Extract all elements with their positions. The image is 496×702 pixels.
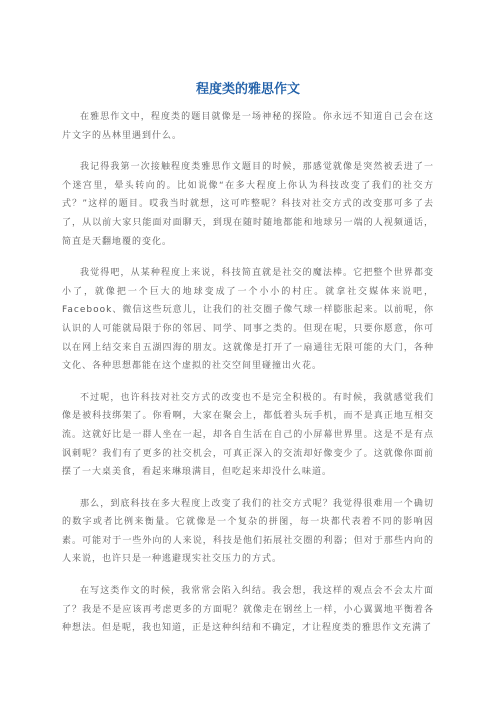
paragraph: 我记得我第一次接触程度类雅思作文题目的时候，那感觉就像是突然被丢进了一个迷宫里，晕头转向的。比如说像“在多大程度上你认为科技改变了我们的社交方式？”这样的题目。哎我当时就想，这可咋整呢？科技对社交方式的改变那可多了去了，从以前大家只能面对面聊天，到现在随时随地都能和地球另一端的人视频通话，简直是天翻地覆的变化。 <box>62 162 434 247</box>
document-body <box>62 108 434 651</box>
paragraph: 我觉得吧，从某种程度上来说，科技简直就是社交的魔法棒。它把整个世界都变小了，就像把一个巨大的地球变成了一个小小的村庄。就拿社交媒体来说吧，Facebook、微信这些玩意儿，让我们的社交圈子像气球一样膨胀起来。以前呢，你认识的人可能就局限于你的邻居、同学、同事之类的。但现在呢，只要你愿意，你可以在网上结交来自五湖四海的朋友。这就像是打开了一扇通往无限可能的大门，各种文化、各种思想都能在这个虚拟的社交空间里碰撞出火花。 <box>62 268 434 372</box>
paragraph: 在雅思作文中，程度类的题目就像是一场神秘的探险。你永远不知道自己会在这片文字的丛林里遇到什么。 <box>62 112 434 141</box>
paragraph: 不过呢，也许科技对社交方式的改变也不是完全积极的。有时候，我就感觉我们像是被科技绑架了。你看啊，大家在聚会上，都低着头玩手机，而不是真正地互相交流。这就好比是一群人坐在一起，却各自生活在自己的小屏幕世界里。这是不是有点讽刺呢？我们有了更多的社交机会，可真正深入的交流却好像变少了。这就像你面前摆了一大桌美食，看起来琳琅满目，但吃起来却没什么味道。 <box>62 392 434 478</box>
paragraph: 那么，到底科技在多大程度上改变了我们的社交方式呢？我觉得很难用一个确切的数字或者比例来衡量。它就像是一个复杂的拼图，每一块都代表着不同的影响因素。可能对于一些外向的人来说，科技是他们拓展社交圈的利器；但对于那些内向的人来说，也许只是一种逃避现实社交压力的方式。 <box>62 498 434 565</box>
document-title: 程度类的雅思作文 <box>195 82 300 97</box>
paragraph: 在写这类作文的时候，我常常会陷入纠结。我会想，我这样的观点会不会太片面了？我是不是应该再考虑更多的方面呢？就像走在钢丝上一样，小心翼翼地平衡着各种想法。但是呢，我也知道，正是这种纠结和不确定，才让程度类的雅思作文充满了 <box>62 586 434 634</box>
